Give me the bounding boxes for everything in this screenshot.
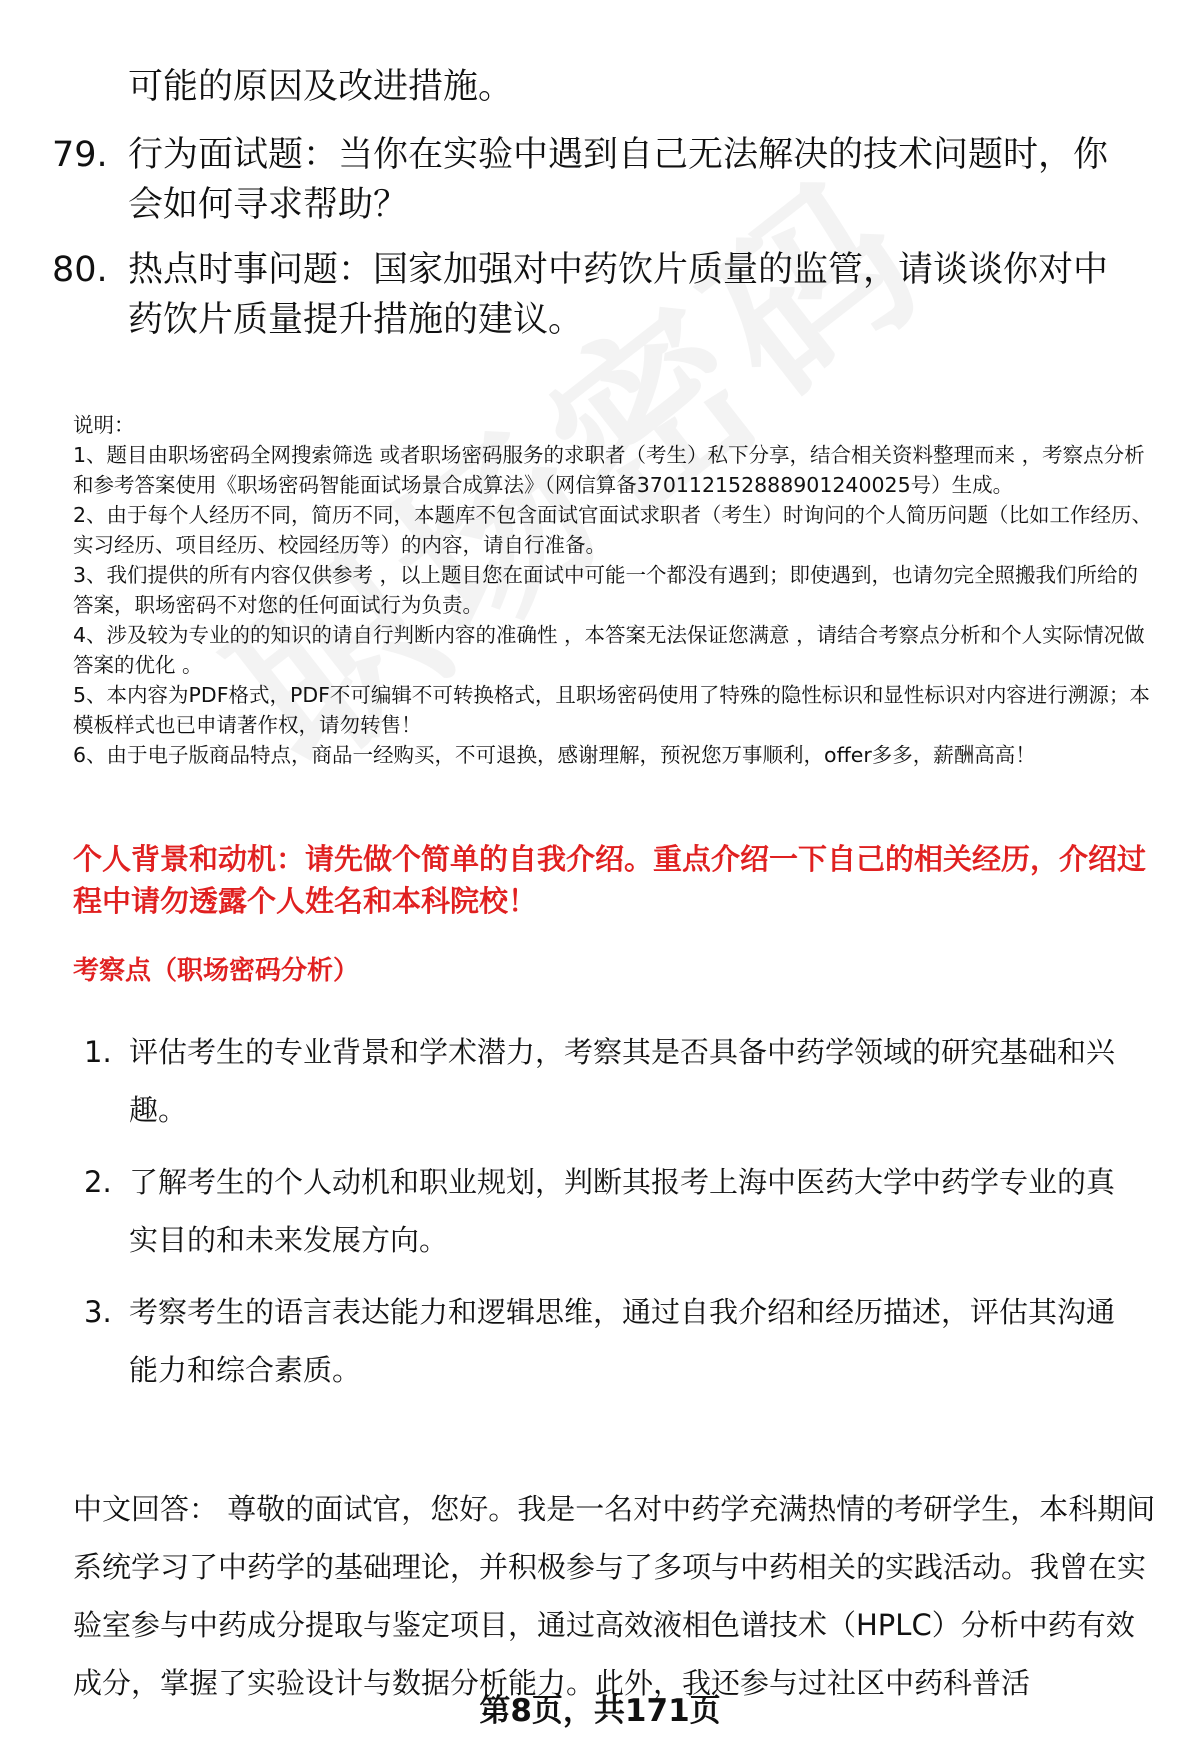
point-number: 1. xyxy=(84,1035,112,1069)
note-item: 3、我们提供的所有内容仅供参考 ，以上题目您在面试中可能一个都没有遇到；即使遇到，也请勿完全照搬我们所给的答案，职场密码不对您的任何面试行为负责。 xyxy=(73,563,1139,617)
answer-paragraph: 中文回答： 尊敬的面试官，您好。我是一名对中药学充满热情的考研学生，本科期间系统学习了中药学的基础理论，并积极参与了多项与中药相关的实践活动。我曾在实验室参与中药成分提取与鉴定项目，通过高效液相色谱技术（HPLC）分析中药有效成分，掌握了实验设计与数据分析能力。此外，我还参与过社区中药科普活 xyxy=(73,1492,1156,1700)
question-item xyxy=(52,130,1152,230)
question-number: 79. xyxy=(52,135,108,175)
point-text: 考察考生的语言表达能力和逻辑思维，通过自我介绍和经历描述，评估其沟通能力和综合素质。 xyxy=(129,1295,1116,1387)
point-text: 评估考生的专业背景和学术潜力，考察其是否具备中药学领域的研究基础和兴趣。 xyxy=(129,1035,1116,1127)
question-text: 热点时事问题：国家加强对中药饮片质量的监管，请谈谈你对中药饮片质量提升措施的建议。 xyxy=(128,250,1109,340)
analysis-heading: 考察点（职场密码分析） xyxy=(73,956,360,986)
note-item: 2、由于每个人经历不同，简历不同，本题库不包含面试官面试求职者（考生）时询问的个人简历问题（比如工作经历、实习经历、项目经历、校园经历等）的内容，请自行准备。 xyxy=(73,503,1153,557)
notes-section xyxy=(73,410,1158,770)
note-item: 1、题目由职场密码全网搜索筛选 或者职场密码服务的求职者（考生）私下分享，结合相关资料整理而来 ，考察点分析和参考答案使用《职场密码智能面试场景合成算法》（网信算备370112152888901240025号）生成。 xyxy=(73,443,1145,497)
notes-heading: 说明： xyxy=(73,413,135,437)
section-question-title: 个人背景和动机：请先做个简单的自我介绍。重点介绍一下自己的相关经历，介绍过程中请勿透露个人姓名和本科院校！ xyxy=(73,842,1147,918)
analysis-point xyxy=(84,1023,1164,1139)
note-item: 6、由于电子版商品特点，商品一经购买，不可退换，感谢理解，预祝您万事顺利，offer多多，薪酬高高！ xyxy=(73,743,1036,767)
question-item xyxy=(52,245,1152,345)
note-item: 4、涉及较为专业的的知识的请自行判断内容的准确性 ，本答案无法保证您满意 ，请结合考察点分析和个人实际情况做答案的优化 。 xyxy=(73,623,1145,677)
question-text: 行为面试题：当你在实验中遇到自己无法解决的技术问题时，你会如何寻求帮助？ xyxy=(128,135,1109,225)
point-number: 2. xyxy=(84,1165,112,1199)
note-item: 5、本内容为PDF格式，PDF不可编辑不可转换格式，且职场密码使用了特殊的隐性标识和显性标识对内容进行溯源；本模板样式也已申请著作权，请勿转售！ xyxy=(73,683,1150,737)
question-number: 80. xyxy=(52,250,108,290)
analysis-list xyxy=(84,1023,1164,1413)
page-footer: 第8页，共171页 xyxy=(479,1693,721,1729)
point-text: 了解考生的个人动机和职业规划，判断其报考上海中医药大学中药学专业的真实目的和未来发展方向。 xyxy=(129,1165,1116,1257)
point-number: 3. xyxy=(84,1295,112,1329)
continued-question-text: 可能的原因及改进措施。 xyxy=(128,67,514,107)
analysis-point xyxy=(84,1153,1164,1269)
analysis-point xyxy=(84,1283,1164,1399)
